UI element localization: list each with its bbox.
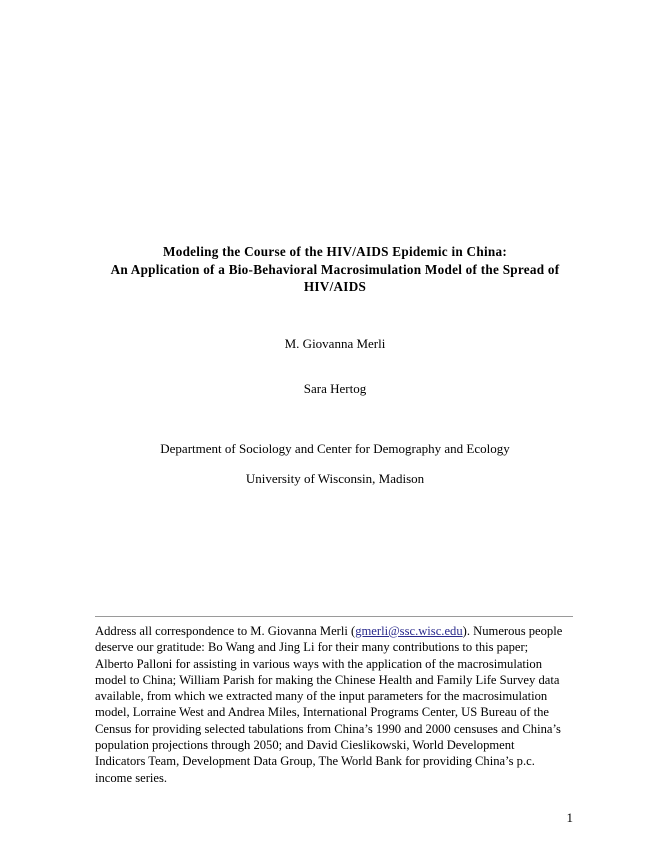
page-title: [95, 243, 575, 296]
correspondence-footnote: [95, 623, 565, 786]
title-line-3: HIV/AIDS: [303, 279, 367, 294]
email-link[interactable]: gmerli@ssc.wisc.edu: [355, 624, 463, 638]
footnote-text-before-link: Address all correspondence to M. Giovanna Merli (: [95, 624, 356, 638]
footnote-separator-rule: [95, 616, 573, 617]
page-number: 1: [566, 810, 573, 825]
author-name-1: M. Giovanna Merli: [284, 336, 386, 351]
affiliation-line-2: University of Wisconsin, Madison: [245, 471, 425, 486]
title-line-2: An Application of a Bio-Behavioral Macrosimulation Model of the Spread of: [110, 261, 560, 277]
author-name-2: Sara Hertog: [303, 381, 367, 396]
title-line-1: Modeling the Course of the HIV/AIDS Epidemic in China:: [163, 244, 507, 259]
footnote-text-after-link: ). Numerous people deserve our gratitude: Bo Wang and Jing Li for their many contributions to this paper; Alberto Palloni for assisting in various ways with the application of the macrosimulation model to China; William Parish for making the Chinese Health and Family Life Survey data available, from which we extracted many of the input parameters for the macrosimulation model, Lorraine West and Andrea Miles, International Programs Center, US Bureau of the Census for providing selected tabulations from China’s 1990 and 2000 censuses and China’s population projections through 2050; and David Cieslikowski, World Development Indicators Team, Development Data Group, The World Bank for providing China’s p.c. income series.: [95, 624, 563, 785]
affiliation-line-1: Department of Sociology and Center for Demography and Ecology: [160, 441, 510, 456]
